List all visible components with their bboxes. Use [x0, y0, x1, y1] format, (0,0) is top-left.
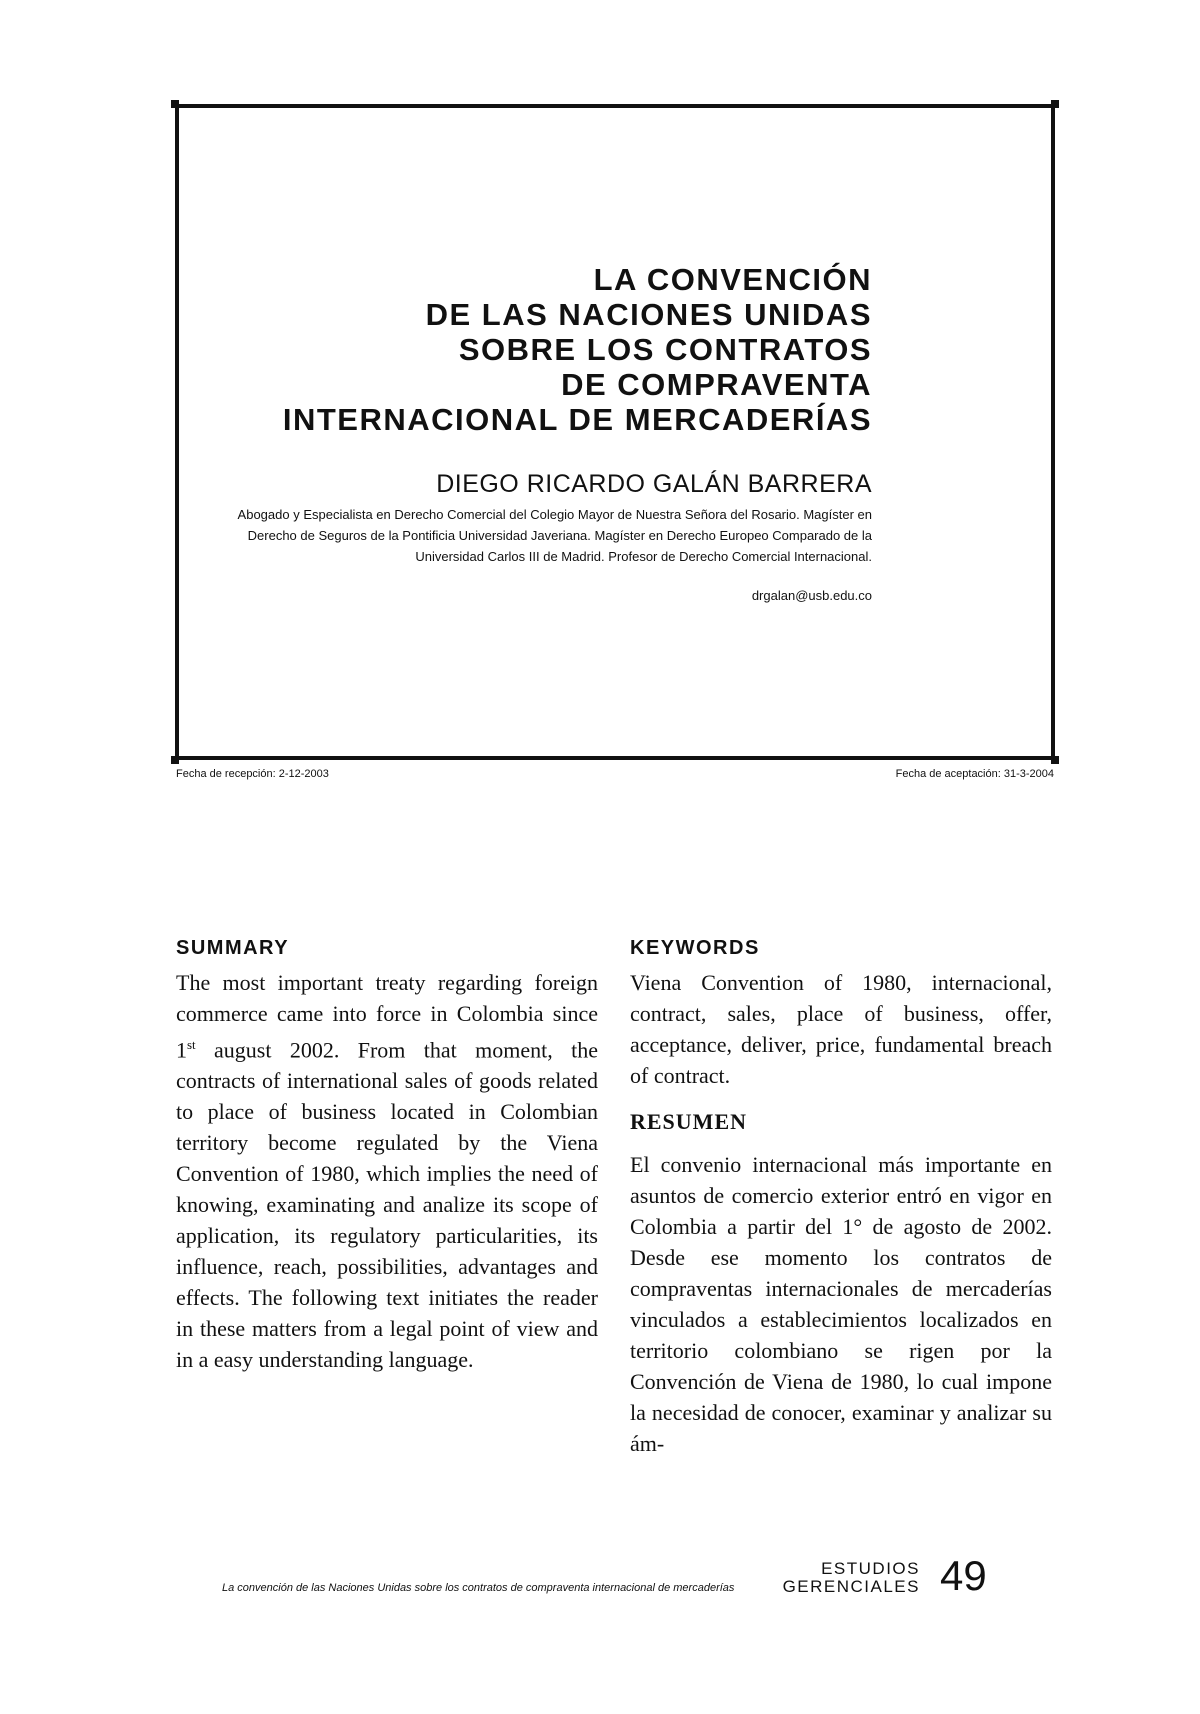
- title-line: DE COMPRAVENTA: [561, 367, 872, 402]
- resumen-heading: RESUMEN: [630, 1109, 748, 1134]
- summary-column: [176, 935, 598, 1375]
- author-affiliation: Abogado y Especialista en Derecho Comercial del Colegio Mayor de Nuestra Señora del Rosario. Magíster en Derecho de Seguros de la Pontificia Universidad Javeriana. Magíster en Derecho Europeo Comparado de la Universidad Carlos III de Madrid. Profesor de Derecho Comercial Internacional.: [237, 507, 872, 564]
- title-line: INTERNACIONAL DE MERCADERÍAS: [282, 402, 872, 437]
- frame-corner-top-right: [1051, 100, 1059, 108]
- keywords-text: Viena Convention of 1980, internacional, contract, sales, place of business, offer, acceptance, deliver, price, fundamental breach of contract.: [630, 970, 1052, 1088]
- page-number: 49: [940, 1552, 987, 1599]
- author-name: DIEGO RICARDO GALÁN BARRERA: [436, 470, 872, 498]
- article-title: [283, 262, 872, 437]
- frame-corner-bottom-right: [1051, 756, 1059, 764]
- title-line: SOBRE LOS CONTRATOS: [458, 332, 872, 367]
- summary-heading: SUMMARY: [176, 937, 290, 959]
- frame-corner-top-left: [171, 100, 179, 108]
- right-column: [630, 935, 1052, 1459]
- frame-corner-bottom-left: [171, 756, 179, 764]
- date-received: Fecha de recepción: 2-12-2003: [176, 768, 329, 780]
- date-accepted: Fecha de aceptación: 31-3-2004: [895, 768, 1054, 780]
- keywords-heading: KEYWORDS: [630, 937, 760, 959]
- journal-logo-line: ESTUDIOS: [821, 1559, 920, 1578]
- summary-text: [176, 967, 598, 1375]
- author-email: drgalan@usb.edu.co: [751, 588, 872, 603]
- title-line: DE LAS NACIONES UNIDAS: [425, 297, 872, 332]
- title-line: LA CONVENCIÓN: [593, 262, 872, 297]
- journal-logo: [770, 1560, 920, 1596]
- resumen-text: El convenio internacional más importante en asuntos de comercio exterior entró en vigor en Colombia a partir del 1° de agosto de 2002. Desde ese momento los contratos de compraventas internacionales de mercaderías vinculados a establecimientos localizados en territorio colombiano se rigen por la Convención de Viena de 1980, lo cual impone la necesidad de conocer, examinar y analizar su ám-: [630, 1152, 1052, 1456]
- summary-text-part: The most important treaty regarding foreign commerce came into force in Colombia since 1: [176, 970, 598, 1063]
- ordinal-superscript: st: [187, 1037, 196, 1052]
- journal-logo-line: GERENCIALES: [782, 1577, 920, 1596]
- summary-text-part: august 2002. From that moment, the contracts of international sales of goods related to place of business located in Colombian territory become regulated by the Viena Convention of 1980, which implies the need of knowing, examinating and analize its scope of application, its regulatory particularities, its influence, reach, possibilities, advantages and effects. The following text initiates the reader in these matters from a legal point of view and in a easy understanding language.: [176, 1037, 598, 1373]
- running-footer-title: La convención de las Naciones Unidas sobre los contratos de compraventa internacional de mercaderías: [222, 1582, 735, 1594]
